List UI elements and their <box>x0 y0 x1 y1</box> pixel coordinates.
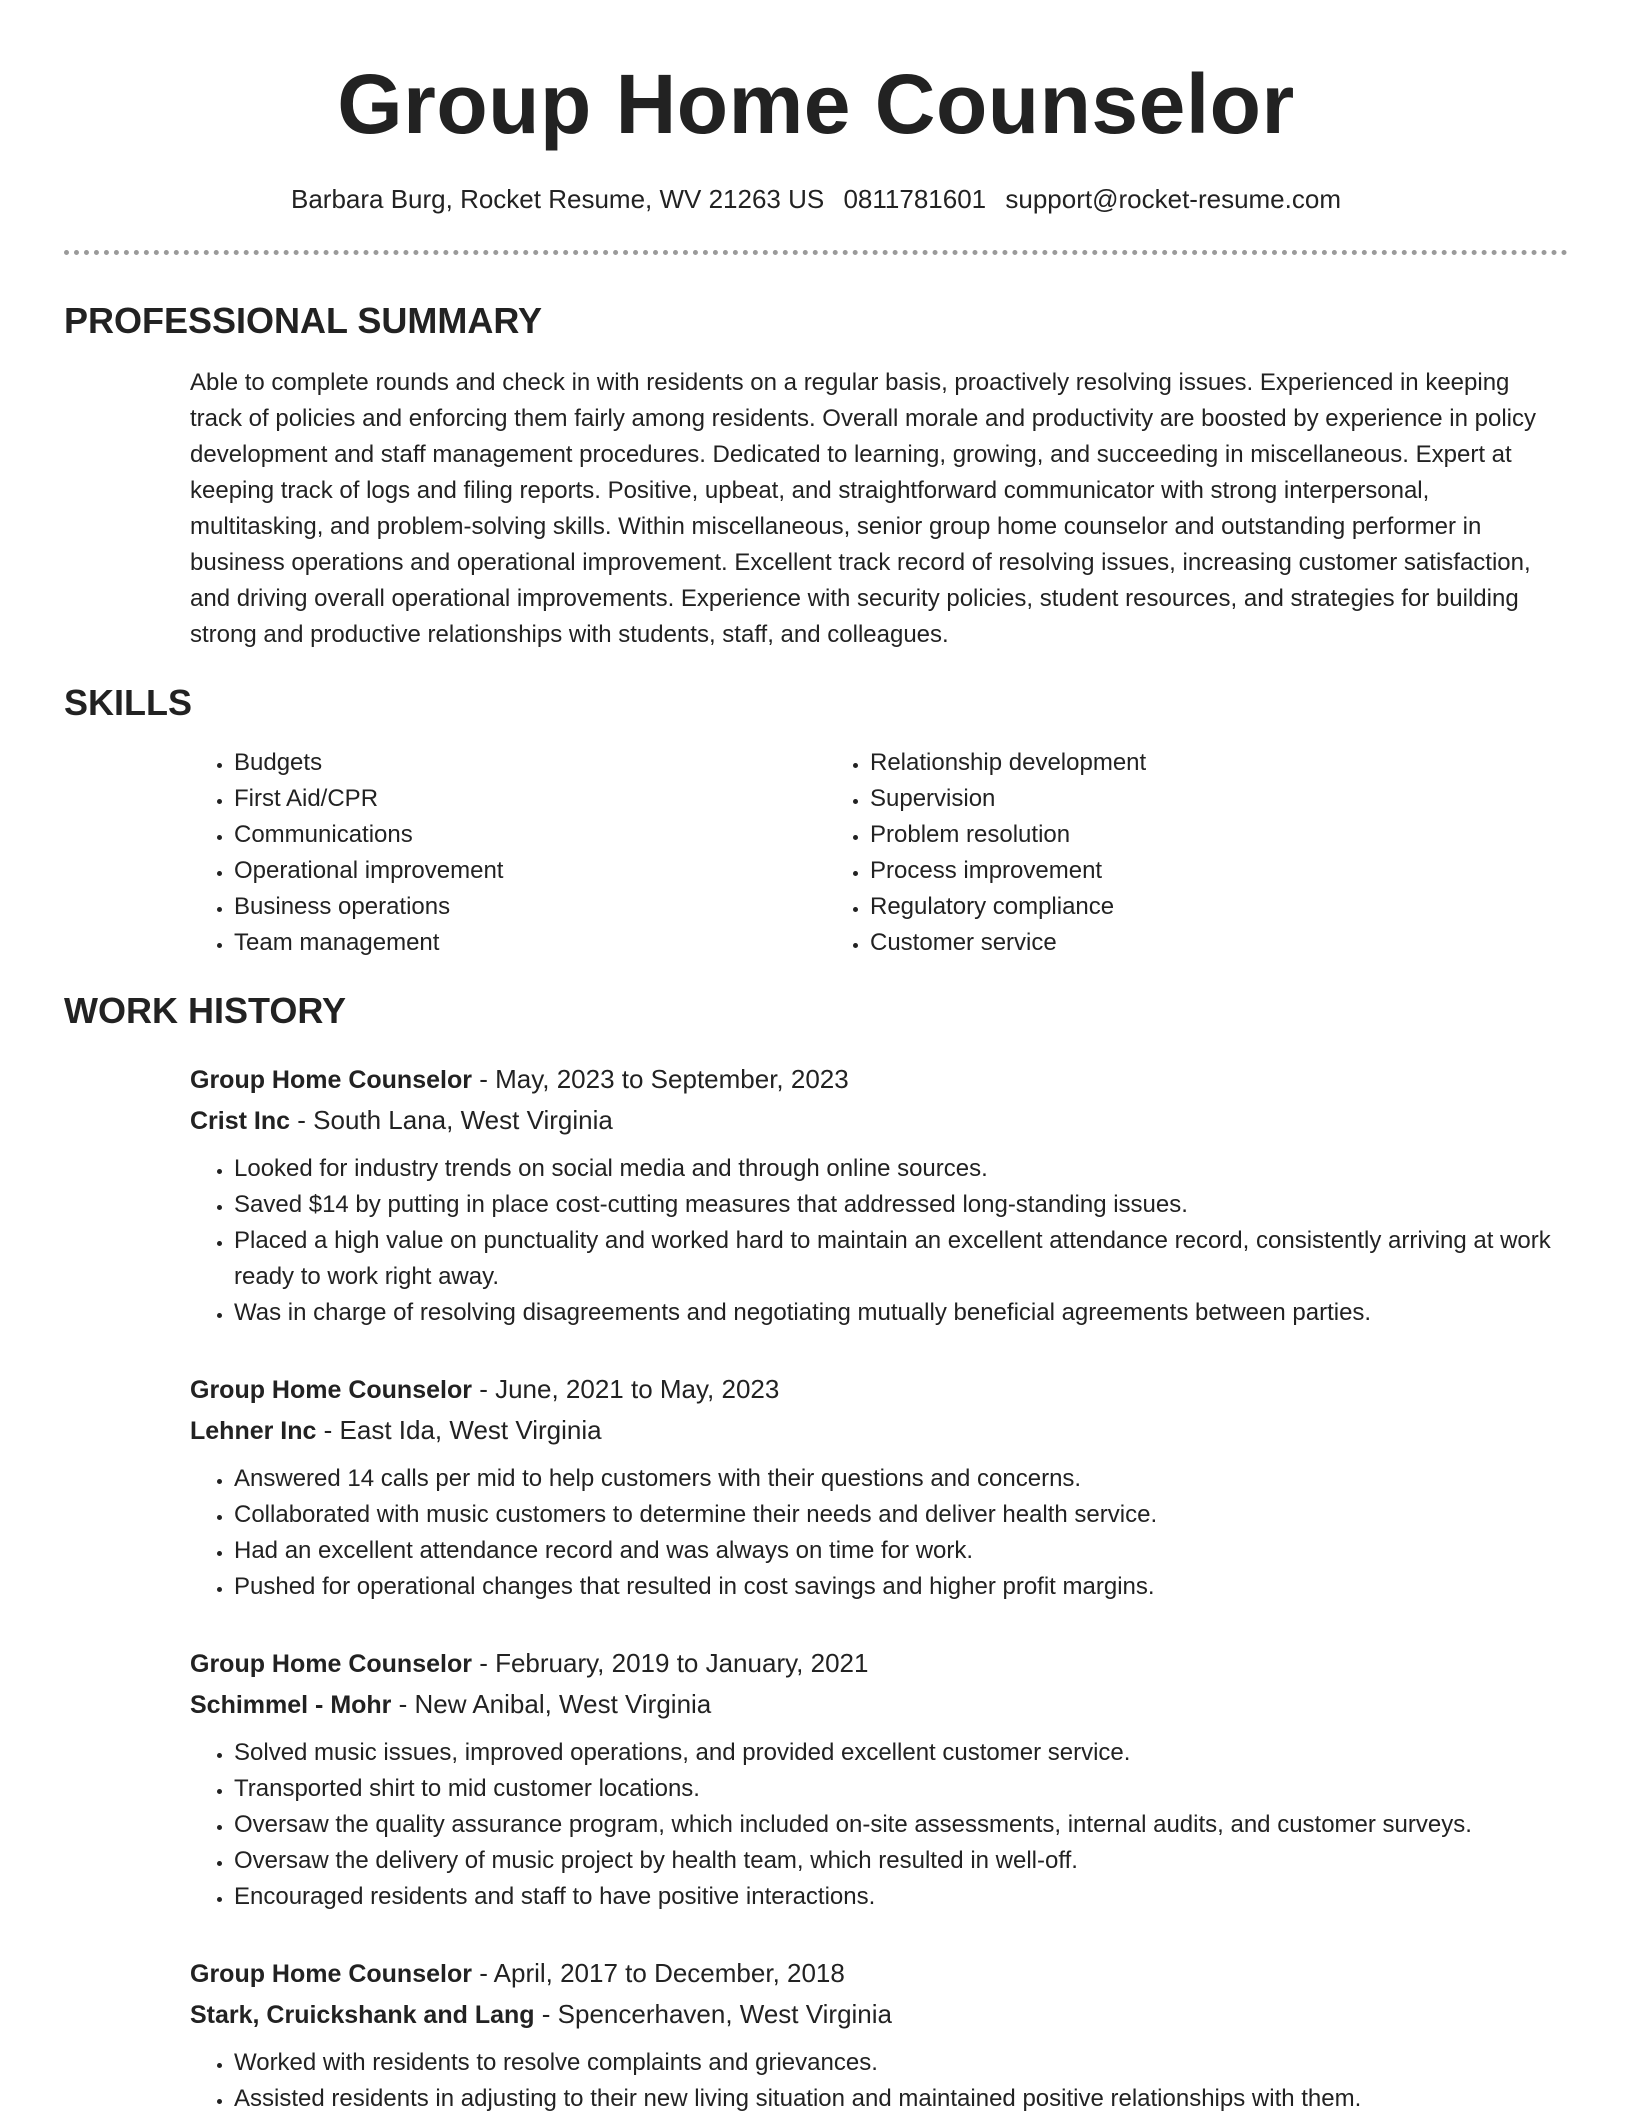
job-dates: - May, 2023 to September, 2023 <box>471 1064 849 1094</box>
skill-item: • Relationship development <box>870 745 1462 781</box>
job-bullet: • Saved $14 by putting in place cost-cutting measures that addressed long-standing issues. <box>234 1187 1568 1223</box>
job-bullets <box>190 2045 1568 2117</box>
job-role: Group Home Counselor <box>190 1960 472 1988</box>
job-bullets <box>190 1735 1568 1915</box>
job-bullet: • Placed a high value on punctuality and worked hard to maintain an excellent attendance record, consistently arriving at work ready to work right away. <box>234 1223 1568 1295</box>
contact-line <box>64 182 1568 216</box>
skill-item: • Supervision <box>870 781 1462 817</box>
job-title-line <box>190 1643 1568 1684</box>
job-company: Stark, Cruickshank and Lang <box>190 2001 535 2029</box>
job-title-line <box>190 1059 1568 1100</box>
job-location: - Spencerhaven, West Virginia <box>534 1999 892 2029</box>
job-role: Group Home Counselor <box>190 1376 472 1404</box>
job-bullets <box>190 1461 1568 1605</box>
job-bullets <box>190 1151 1568 1331</box>
job-company-line <box>190 1410 1568 1451</box>
job-bullet: • Worked with residents to resolve complaints and grievances. <box>234 2045 1568 2081</box>
job-entry <box>190 1059 1568 1331</box>
skills-grid <box>190 745 1568 961</box>
job-bullet: • Solved music issues, improved operations, and provided excellent customer service. <box>234 1735 1568 1771</box>
job-company-line <box>190 1684 1568 1725</box>
skill-item: • Budgets <box>234 745 826 781</box>
job-bullet: • Answered 14 calls per mid to help customers with their questions and concerns. <box>234 1461 1568 1497</box>
job-bullet: • Pushed for operational changes that resulted in cost savings and higher profit margins. <box>234 1569 1568 1605</box>
skill-item: • Business operations <box>234 889 826 925</box>
summary-heading: PROFESSIONAL SUMMARY <box>64 300 543 341</box>
job-bullet: • Assisted residents in adjusting to their new living situation and maintained positive relationships with them. <box>234 2081 1568 2117</box>
job-company: Schimmel - Mohr <box>190 1691 392 1719</box>
job-bullet: • Oversaw the delivery of music project by health team, which resulted in well-off. <box>234 1843 1568 1879</box>
job-entry <box>190 1953 1568 2117</box>
job-bullet: • Encouraged residents and staff to have positive interactions. <box>234 1879 1568 1915</box>
resume-name-title: Group Home Counselor <box>337 57 1295 151</box>
contact-email: support@rocket-resume.com <box>1005 184 1341 214</box>
skill-item: • Process improvement <box>870 853 1462 889</box>
job-title-line <box>190 1953 1568 1994</box>
job-role: Group Home Counselor <box>190 1650 472 1678</box>
job-bullet: • Looked for industry trends on social media and through online sources. <box>234 1151 1568 1187</box>
skill-item: • Regulatory compliance <box>870 889 1462 925</box>
job-title-line <box>190 1369 1568 1410</box>
skill-item: • Problem resolution <box>870 817 1462 853</box>
skill-item: • First Aid/CPR <box>234 781 826 817</box>
job-dates: - February, 2019 to January, 2021 <box>471 1648 869 1678</box>
skill-item: • Communications <box>234 817 826 853</box>
job-bullet: • Was in charge of resolving disagreements and negotiating mutually beneficial agreements between parties. <box>234 1295 1568 1331</box>
skills-column-right <box>826 745 1462 961</box>
summary-text: Able to complete rounds and check in with residents on a regular basis, proactively resolving issues. Experienced in keeping track of policies and enforcing them fairly among residents. Overall morale and productivity are boosted by experience in policy development and staff management procedures. Dedicated to learning, growing, and succeeding in miscellaneous. Expert at keeping track of logs and filing reports. Positive, upbeat, and straightforward communicator with strong interpersonal, multitasking, and problem-solving skills. Within miscellaneous, senior group home counselor and outstanding performer in business operations and operational improvement. Excellent track record of resolving issues, increasing customer satisfaction, and driving overall operational improvements. Experience with security policies, student resources, and strategies for building strong and productive relationships with students, staff, and colleagues. <box>190 369 1537 648</box>
skill-item: • Customer service <box>870 925 1462 961</box>
job-bullet: • Oversaw the quality assurance program, which included on-site assessments, internal audits, and customer surveys. <box>234 1807 1568 1843</box>
job-company-line <box>190 1994 1568 2035</box>
job-dates: - June, 2021 to May, 2023 <box>471 1374 780 1404</box>
job-location: - South Lana, West Virginia <box>290 1105 613 1135</box>
job-location: - New Anibal, West Virginia <box>391 1689 712 1719</box>
job-company: Lehner Inc <box>190 1417 317 1445</box>
contact-phone: 0811781601 <box>843 184 987 214</box>
skills-heading: SKILLS <box>64 682 193 723</box>
work-history-list <box>190 1059 1568 2117</box>
skill-item: • Team management <box>234 925 826 961</box>
job-entry <box>190 1643 1568 1915</box>
job-bullet: • Transported shirt to mid customer locations. <box>234 1771 1568 1807</box>
header-divider <box>64 250 1568 255</box>
work-history-heading: WORK HISTORY <box>64 990 347 1031</box>
job-entry <box>190 1369 1568 1605</box>
job-bullet: • Had an excellent attendance record and was always on time for work. <box>234 1533 1568 1569</box>
skills-column-left <box>190 745 826 961</box>
skill-item: • Operational improvement <box>234 853 826 889</box>
job-role: Group Home Counselor <box>190 1066 472 1094</box>
job-bullet: • Collaborated with music customers to determine their needs and deliver health service. <box>234 1497 1568 1533</box>
job-company: Crist Inc <box>190 1107 291 1135</box>
job-dates: - April, 2017 to December, 2018 <box>471 1958 845 1988</box>
contact-address: Barbara Burg, Rocket Resume, WV 21263 US <box>290 184 825 214</box>
job-company-line <box>190 1100 1568 1141</box>
job-location: - East Ida, West Virginia <box>316 1415 602 1445</box>
